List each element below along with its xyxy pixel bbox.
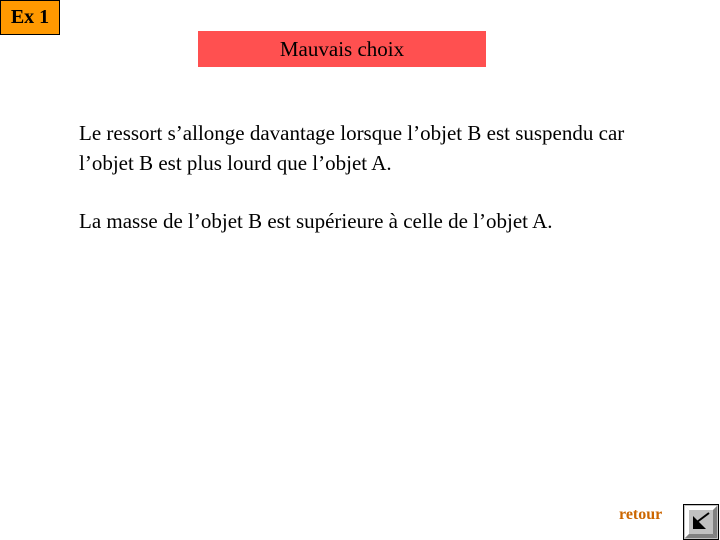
arrow-back-icon (684, 505, 718, 539)
explanation-paragraph-2: La masse de l’objet B est supérieure à celle de l’objet A. (79, 209, 553, 233)
verdict-label: Mauvais choix (279, 37, 405, 61)
explanation-text (79, 118, 679, 236)
return-button[interactable] (683, 504, 719, 540)
exercise-badge (0, 0, 60, 35)
exercise-badge-label: Ex 1 (10, 6, 50, 28)
retour-link[interactable]: retour (619, 506, 663, 523)
explanation-paragraph-1: Le ressort s’allonge davantage lorsque l’objet B est suspendu car l’objet B est plus lourd que l’objet A. (79, 121, 625, 175)
verdict-banner (198, 31, 486, 67)
